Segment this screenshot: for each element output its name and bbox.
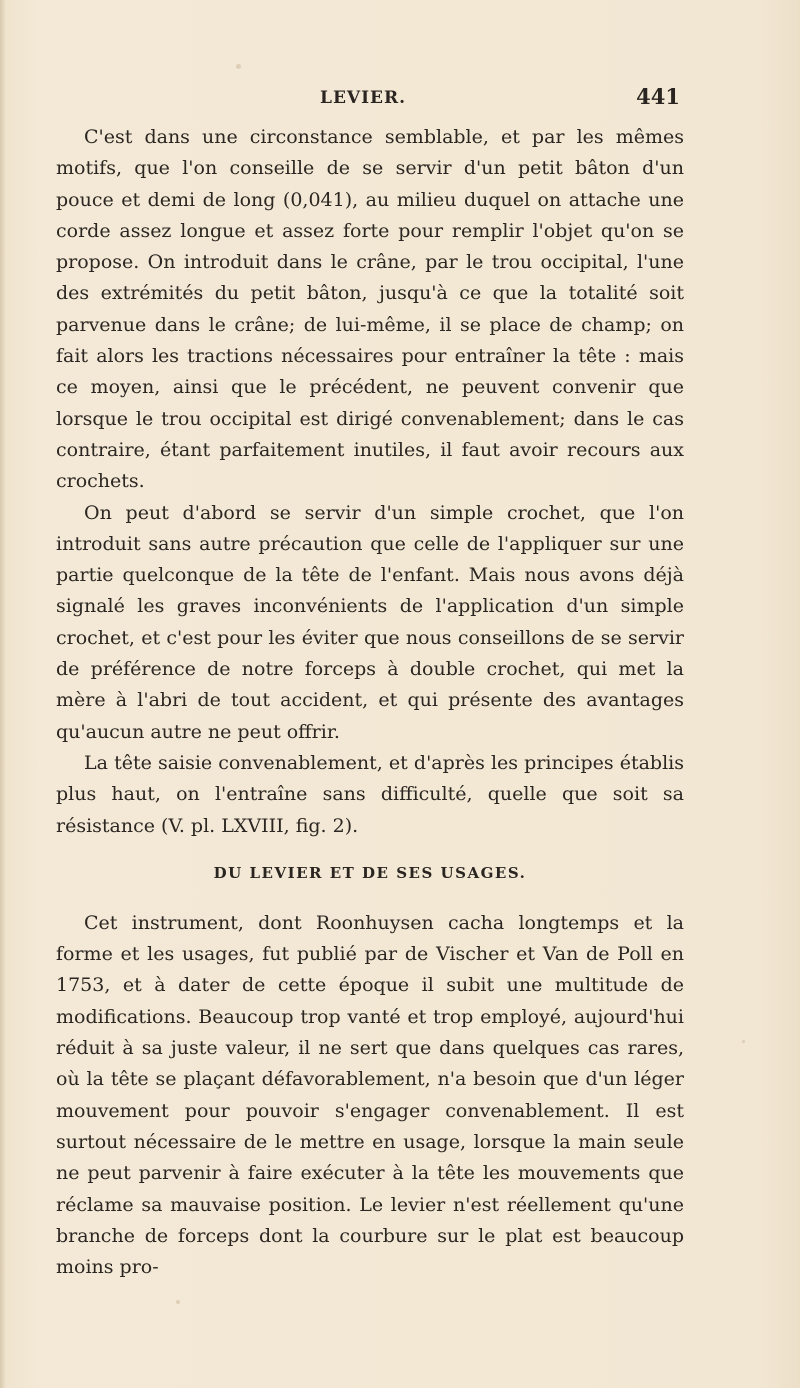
paragraph: C'est dans une circonstance semblable, et par les mêmes motifs, que l'on conseille de se servir d'un petit bâton d'un pouce et demi de long (0,041), au milieu duquel on attache une corde assez longue et assez forte pour remplir l'objet qu'on se propose. On introduit dans le crâne, par le trou occipital, l'une des extrémités du petit bâton, jusqu'à ce que la totalité soit parvenue dans le crâne; de lui-même, il se place de champ; on fait alors les tractions nécessaires pour entraîner la tête : mais ce moyen, ainsi que le précédent, ne peuvent convenir que lorsque le trou occipital est dirigé convenablement; dans le cas contraire, étant parfaitement inutiles, il faut avoir recours aux crochets. xyxy=(56,126,684,493)
page-header xyxy=(60,84,680,114)
paper-fleck xyxy=(236,64,241,69)
running-head: LEVIER. xyxy=(320,88,407,108)
page-binding-edge xyxy=(0,0,6,1388)
section-heading: DU LEVIER ET DE SES USAGES. xyxy=(213,863,527,882)
page-body xyxy=(56,122,684,1283)
paper-fleck xyxy=(742,1040,745,1043)
paragraph: Cet instrument, dont Roonhuysen cacha longtemps et la forme et les usages, fut publié par de Vischer et Van de Poll en 1753, et à dater de cette époque il subit une multitude de modifications. Beaucoup trop vanté et trop employé, aujourd'hui réduit à sa juste valeur, il ne sert que dans quelques cas rares, où la tête se plaçant défavorablement, n'a besoin que d'un léger mouvement pour pouvoir s'engager convenablement. Il est surtout nécessaire de le mettre en usage, lorsque la main seule ne peut parvenir à faire exécuter à la tête les mouvements que réclame sa mauvaise position. Le levier n'est réellement qu'une branche de forceps dont la courbure sur le plat est beaucoup moins pro- xyxy=(56,911,684,1279)
paper-fleck xyxy=(176,1300,180,1304)
paragraph: On peut d'abord se servir d'un simple crochet, que l'on introduit sans autre précaution que celle de l'appliquer sur une partie quelconque de la tête de l'enfant. Mais nous avons déjà signalé les graves inconvénients de l'application d'un simple crochet, et c'est pour les éviter que nous conseillons de se servir de préférence de notre forceps à double crochet, qui met la mère à l'abri de tout accident, et qui présente des avantages qu'aucun autre ne peut offrir. xyxy=(56,501,684,743)
page-number: 441 xyxy=(636,84,680,109)
paragraph: La tête saisie convenablement, et d'après les principes établis plus haut, on l'entraîne sans difficulté, quelle que soit sa résistance (V. pl. LXVIII, fig. 2). xyxy=(56,751,684,837)
